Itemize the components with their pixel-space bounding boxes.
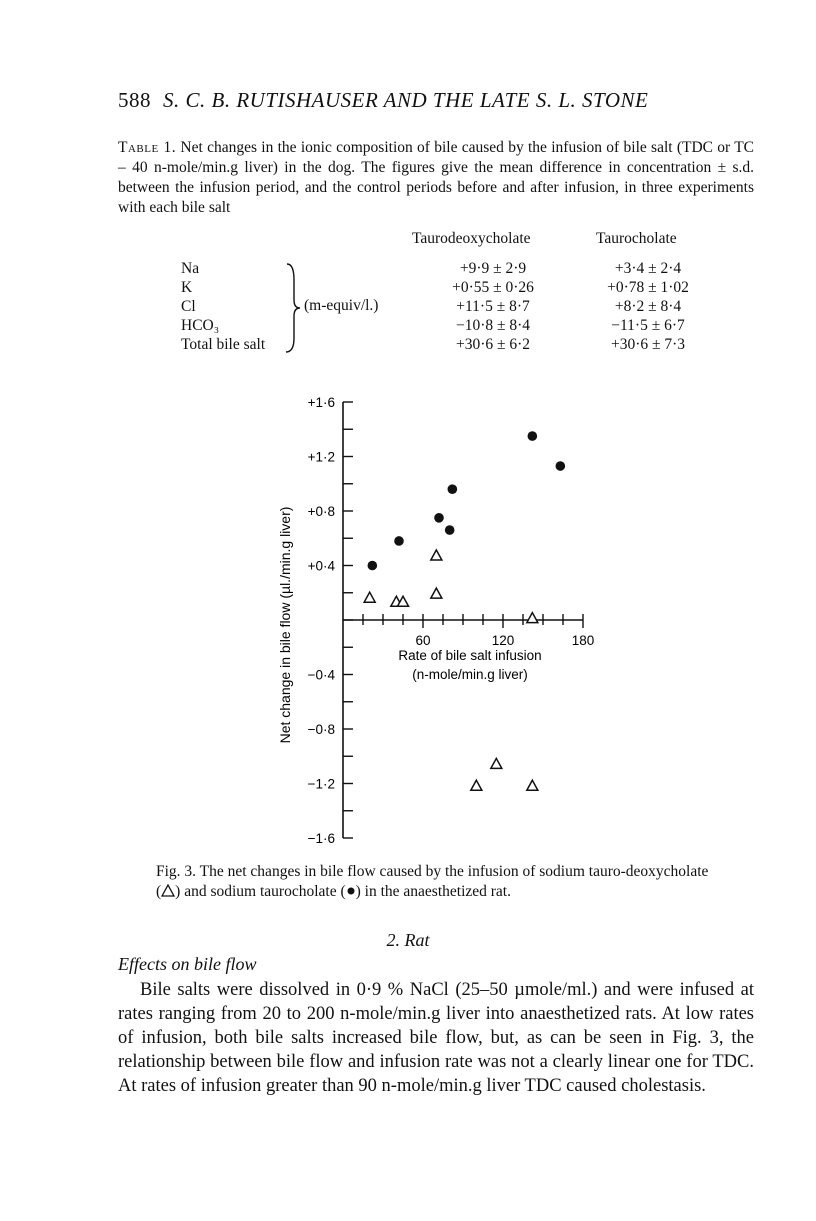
tc-value: −11·5 ± 6·7 <box>611 317 685 334</box>
y-axis-label: Net change in bile flow (µl./min.g liver) <box>277 506 293 744</box>
x-tick-label: 180 <box>571 633 595 648</box>
ion-label: Total bile salt <box>181 336 266 353</box>
col-header-tdc: Taurodeoxycholate <box>412 230 531 247</box>
tc-data-point <box>556 461 566 471</box>
figure-caption <box>156 862 716 902</box>
tdc-value: +9·9 ± 2·9 <box>459 260 527 277</box>
table-label: Table 1. <box>118 139 177 156</box>
tdc-value: −10·8 ± 8·4 <box>455 317 531 334</box>
tdc-data-point <box>471 780 482 790</box>
table-caption-text: Net changes in the ionic composition of bile caused by the infusion of bile salt (TDC or TC – 40 n-mole/min.g liver) in the dog. The figures give the mean difference in concentration ± s.d. between the infusion period, and the control periods before and after infusion, in three experiments with each bile salt <box>118 139 755 216</box>
tc-value: +8·2 ± 8·4 <box>614 298 682 315</box>
y-tick-label: −1·6 <box>307 831 335 846</box>
running-header <box>118 88 648 113</box>
tdc-value: +0·55 ± 0·26 <box>452 279 534 296</box>
y-tick-label: +1·2 <box>307 449 335 465</box>
table-caption <box>118 138 754 218</box>
x-tick-label: 120 <box>491 633 515 648</box>
triangle-marker-icon <box>161 884 175 897</box>
tdc-value: +11·5 ± 8·7 <box>456 298 530 315</box>
body-paragraph-text: Bile salts were dissolved in 0·9 % NaCl (25–50 µmole/ml.) and were infused at rates ranging from 20 to 200 n-mole/min.g liver into anaesthetized rats. At low rates of infusion, both bile salts increased bile flow, but, as can be seen in Fig. 3, the relationship between bile flow and infusion rate was not a clearly linear one for TDC. At rates of infusion greater than 90 n-mole/min.g liver TDC caused cholestasis. <box>118 980 754 1096</box>
y-tick-label: −0·8 <box>307 722 335 737</box>
tc-value: +30·6 ± 7·3 <box>610 336 686 353</box>
ion-label: K <box>181 279 193 296</box>
tdc-data-point <box>527 780 538 790</box>
ion-label: Cl <box>181 298 196 315</box>
figure-caption-part2: ) and sodium taurocholate ( <box>175 883 346 900</box>
section-title: 2. Rat <box>386 930 430 950</box>
col-header-tc: Taurocholate <box>596 230 677 247</box>
tdc-data-point <box>431 588 442 598</box>
y-tick-label: +0·8 <box>307 504 335 519</box>
y-tick-label: −1·2 <box>307 776 335 792</box>
tc-data-point <box>434 513 444 523</box>
tc-data-point <box>528 431 538 441</box>
figure-caption-part1: Fig. 3. The net changes in bile flow caused by the infusion of sodium tauro-deoxycholate ( <box>156 863 709 900</box>
page-number: 588 <box>118 88 151 112</box>
x-tick-label: 60 <box>415 633 431 648</box>
table-unit: (m-equiv/l.) <box>304 297 379 314</box>
tc-data-point <box>368 561 378 571</box>
tc-data-point <box>448 484 458 494</box>
ion-label: Na <box>181 260 200 277</box>
y-tick-label: −0·4 <box>307 667 335 683</box>
tc-value: +0·78 ± 1·02 <box>607 279 689 296</box>
circle-marker-icon <box>346 886 356 896</box>
tc-data-point <box>394 536 404 546</box>
y-tick-label: +1·6 <box>307 395 335 410</box>
running-title: S. C. B. RUTISHAUSER AND THE LATE S. L. STONE <box>163 88 649 112</box>
ion-label: HCO₃ <box>181 317 220 334</box>
tdc-data-point <box>527 613 538 623</box>
tdc-data-point <box>364 592 375 602</box>
figure-caption-part3: ) in the anaesthetized rat. <box>355 883 511 900</box>
x-axis-label: Rate of bile salt infusion <box>398 648 542 663</box>
body-paragraph <box>118 978 754 1098</box>
y-tick-label: +0·4 <box>307 558 335 574</box>
tdc-data-point <box>431 550 442 560</box>
x-axis-unit: (n-mole/min.g liver) <box>412 667 528 682</box>
tc-value: +3·4 ± 2·4 <box>614 260 682 277</box>
table-brace <box>284 262 302 354</box>
bile-flow-chart <box>270 390 610 850</box>
tc-data-point <box>445 525 455 535</box>
tdc-value: +30·6 ± 6·2 <box>455 336 531 353</box>
subheading: Effects on bile flow <box>118 954 257 974</box>
tdc-data-point <box>491 758 502 768</box>
